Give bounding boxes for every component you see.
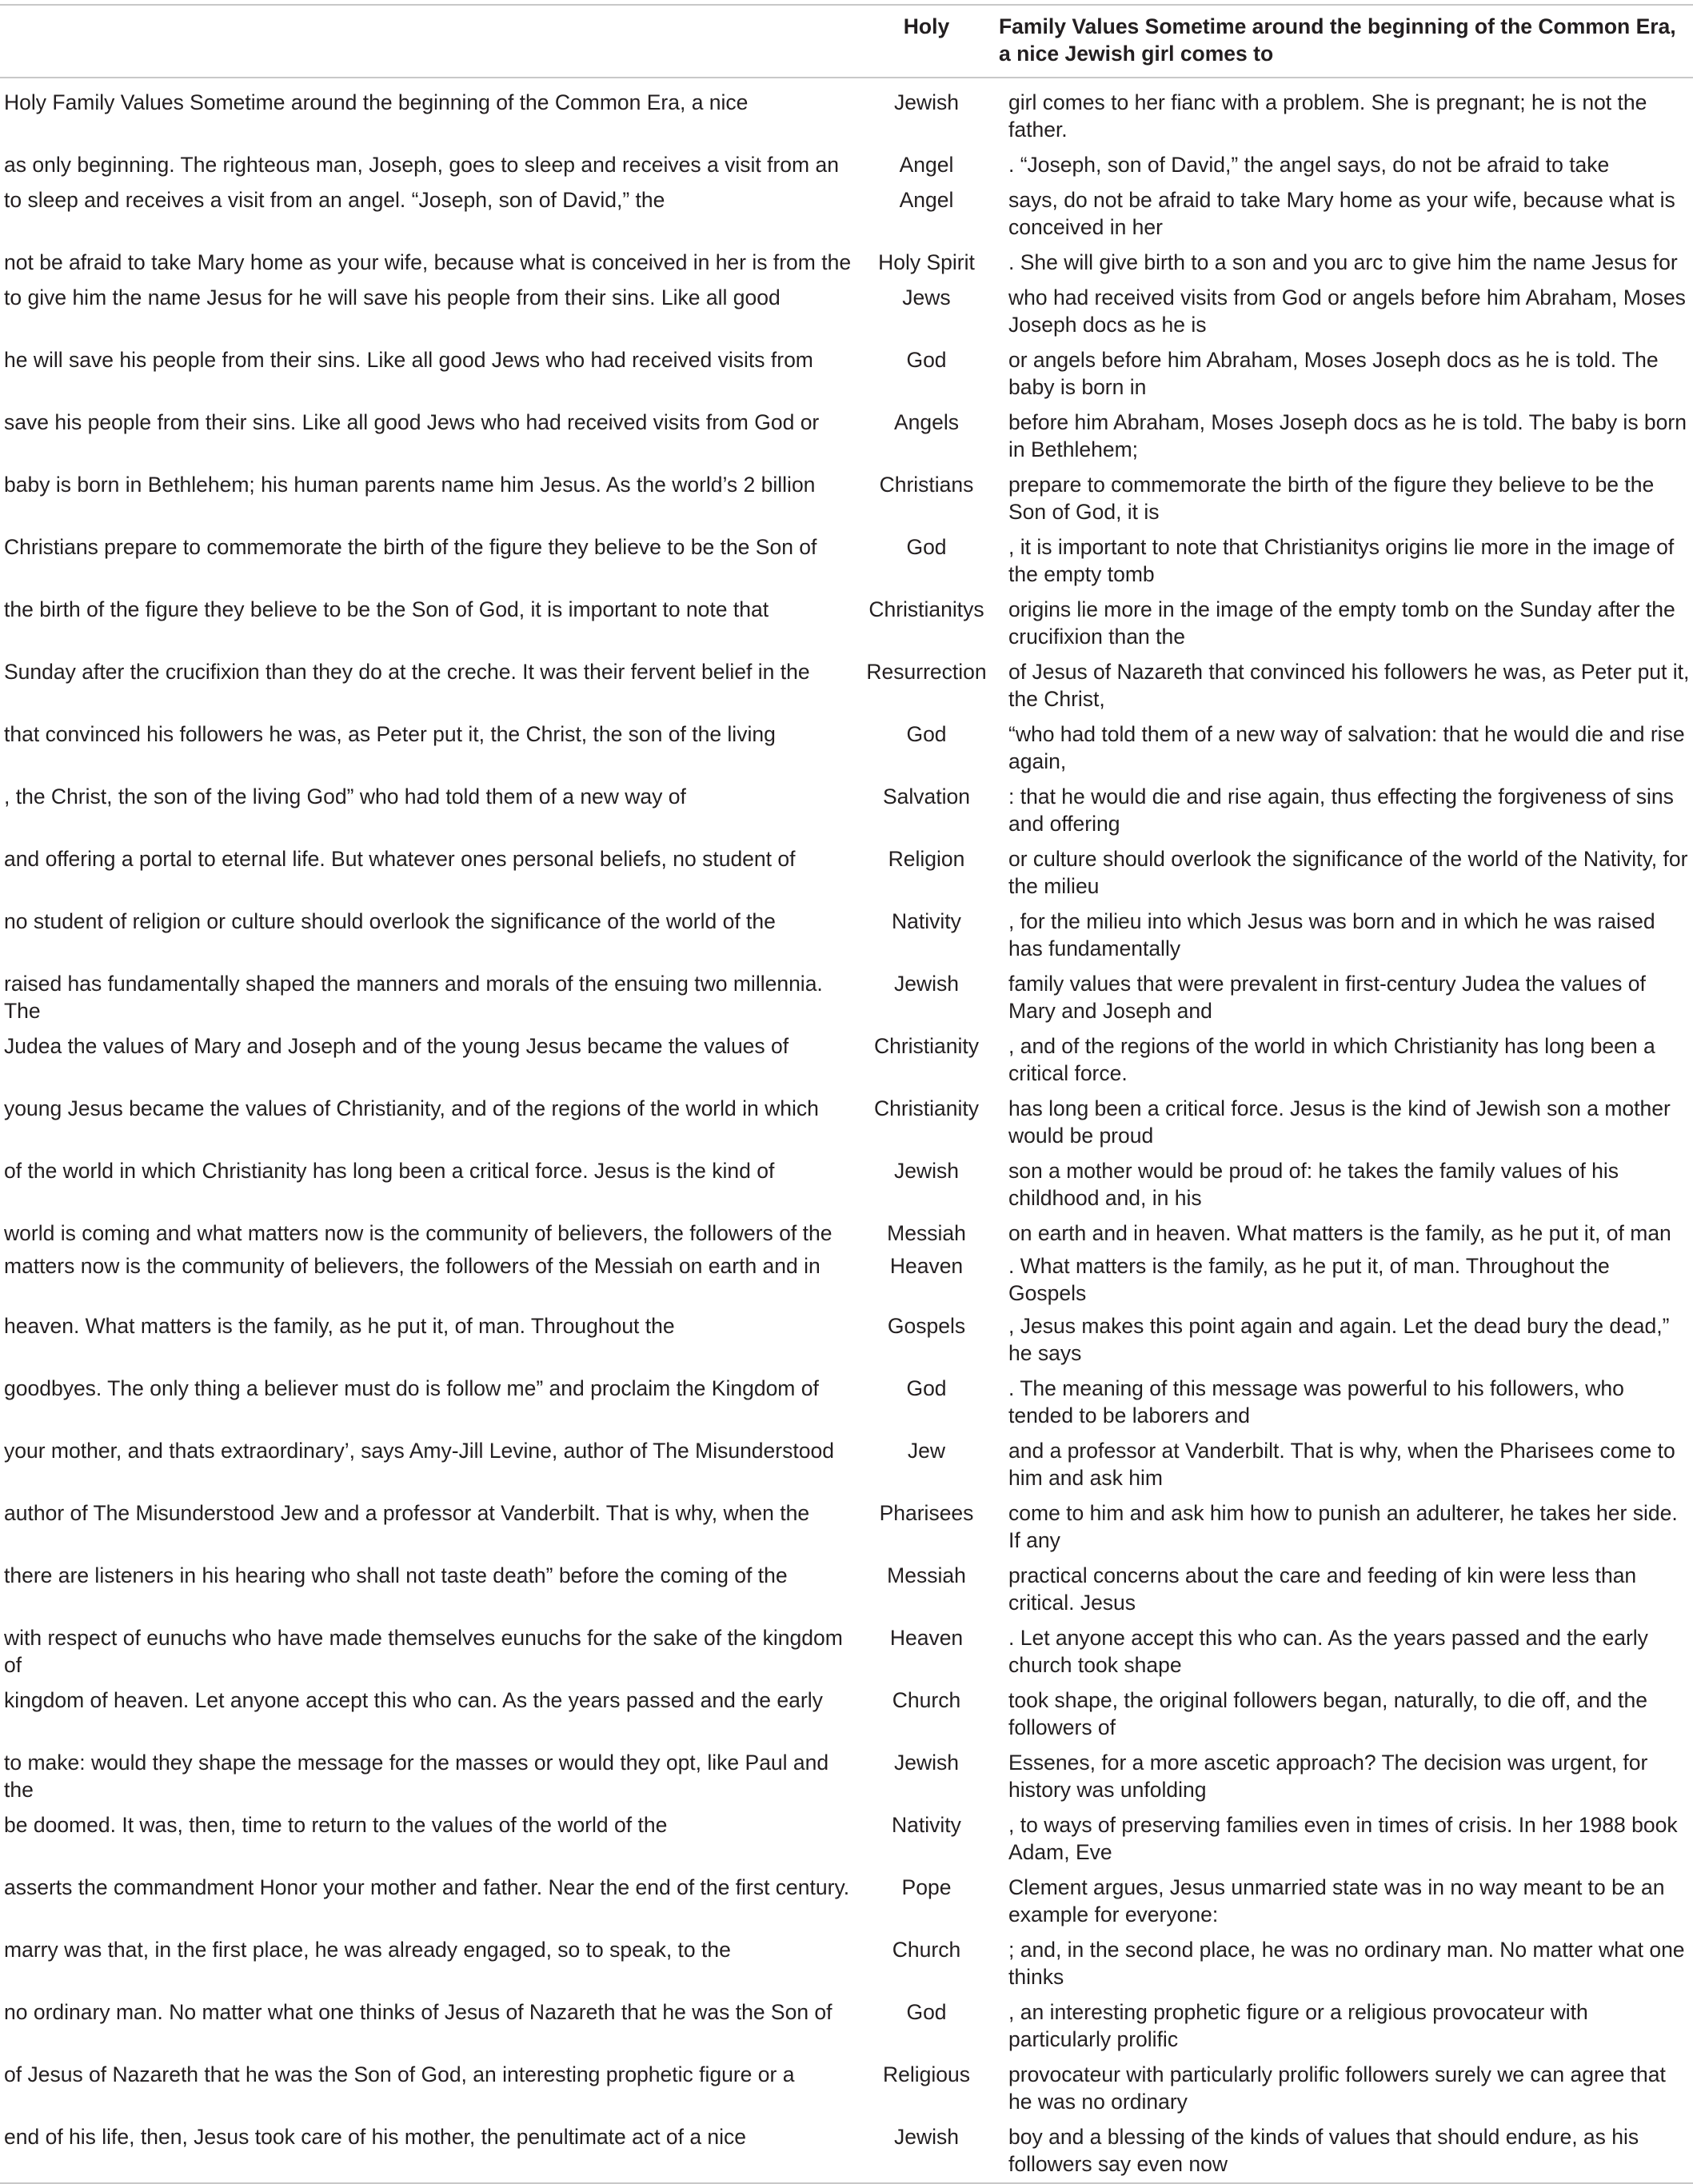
right-context-cell: or angels before him Abraham, Moses Joseph docs as he is told. The baby is born in — [1008, 348, 1659, 399]
keyword-cell: Heaven — [889, 1254, 964, 1278]
left-context-cell: to sleep and receives a visit from an angel. “Joseph, son of David,” the — [4, 188, 665, 212]
left-context-cell: matters now is the community of believers, the followers of the Messiah on earth and in — [4, 1254, 821, 1278]
keyword-cell: Resurrection — [866, 660, 987, 684]
right-context-cell: origins lie more in the image of the empty tomb on the Sunday after the crucifixion than the — [1008, 597, 1675, 649]
keyword-cell: Christianity — [873, 1034, 980, 1058]
right-context-cell: has long been a critical force. Jesus is the kind of Jewish son a mother would be proud — [1008, 1096, 1671, 1148]
right-context-cell: says, do not be afraid to take Mary home as your wife, because what is conceived in her — [1008, 188, 1675, 239]
left-context-cell: Sunday after the crucifixion than they do at the creche. It was their fervent belief in the — [4, 660, 810, 684]
keyword-cell: Messiah — [887, 1563, 966, 1587]
table-row — [0, 658, 1693, 721]
left-context-cell: young Jesus became the values of Christianity, and of the regions of the world in which — [4, 1096, 819, 1120]
table-row — [0, 186, 1693, 249]
right-context-cell: practical concerns about the care and feeding of kin were less than critical. Jesus — [1008, 1563, 1637, 1615]
table-row — [0, 783, 1693, 845]
left-context-cell: the birth of the figure they believe to be the Son of God, it is important to note that — [4, 597, 769, 621]
left-context-cell: not be afraid to take Mary home as your wife, because what is conceived in her is from the — [4, 250, 852, 274]
header-left-context — [0, 5, 857, 78]
left-context-cell: author of The Misunderstood Jew and a professor at Vanderbilt. That is why, when the — [4, 1501, 810, 1525]
left-context-cell: heaven. What matters is the family, as he put it, of man. Throughout the — [4, 1314, 675, 1338]
right-context-cell: “who had told them of a new way of salvation: that he would die and rise again, — [1008, 722, 1685, 773]
keyword-cell: Holy Spirit — [878, 250, 975, 274]
table-row — [0, 346, 1693, 409]
keyword-cell: Church — [892, 1938, 961, 1962]
left-context-cell: kingdom of heaven. Let anyone accept this who can. As the years passed and the early — [4, 1688, 823, 1712]
right-context-cell: son a mother would be proud of: he takes the family values of his childhood and, in his — [1008, 1159, 1619, 1210]
right-context-cell: girl comes to her fianc with a problem. She is pregnant; he is not the father. — [1008, 90, 1647, 142]
table-row — [0, 2123, 1693, 2183]
left-context-cell: world is coming and what matters now is the community of believers, the followers of the — [4, 1221, 833, 1245]
keyword-cell: God — [906, 535, 947, 559]
header-row — [0, 5, 1693, 78]
left-context-cell: your mother, and thats extraordinary’, says Amy-Jill Levine, author of The Misunderstood — [4, 1439, 834, 1463]
keyword-cell: Jewish — [893, 1751, 959, 1775]
keyword-cell: Messiah — [887, 1221, 966, 1245]
table-row — [0, 1998, 1693, 2061]
table-row — [0, 471, 1693, 533]
right-context-cell: boy and a blessing of the kinds of values that should endure, as his followers say even now — [996, 2123, 1693, 2183]
right-context-cell: on earth and in heaven. What matters is the family, as he put it, of man — [1008, 1221, 1671, 1245]
left-context-cell: asserts the commandment Honor your mother and father. Near the end of the first century. — [4, 1875, 850, 1899]
keyword-cell: God — [906, 1376, 947, 1400]
table-row — [0, 1624, 1693, 1687]
left-context-cell: to give him the name Jesus for he will save his people from their sins. Like all good — [4, 285, 781, 309]
right-context-cell: prepare to commemorate the birth of the figure they believe to be the Son of God, it is — [1008, 473, 1655, 524]
left-context-cell: he will save his people from their sins. Like all good Jews who had received visits from — [4, 348, 813, 372]
table-row — [0, 1312, 1693, 1375]
left-context-cell: goodbyes. The only thing a believer must do is follow me” and proclaim the Kingdom of — [4, 1376, 819, 1400]
table-row — [0, 284, 1693, 346]
right-context-cell: or culture should overlook the significance of the world of the Nativity, for the milieu — [1008, 847, 1688, 898]
table-row — [0, 1437, 1693, 1499]
table-row — [0, 151, 1693, 186]
keyword-cell: Pharisees — [879, 1501, 974, 1525]
keyword-cell: Jewish — [893, 1159, 959, 1183]
keyword-cell: Salvation — [882, 785, 970, 809]
left-context-cell: raised has fundamentally shaped the manners and morals of the ensuing two millennia. The — [4, 972, 823, 1023]
keyword-cell: Angel — [899, 188, 954, 212]
left-context-cell: as only beginning. The righteous man, Joseph, goes to sleep and receives a visit from an — [4, 153, 839, 177]
keyword-cell: God — [906, 722, 947, 746]
keyword-cell: Jew — [907, 1439, 946, 1463]
left-context-cell: to make: would they shape the message for the masses or would they opt, like Paul and the — [4, 1751, 829, 1802]
left-context-cell: of the world in which Christianity has long been a critical force. Jesus is the kind of — [4, 1159, 775, 1183]
left-context-cell: with respect of eunuchs who have made themselves eunuchs for the sake of the kingdom of — [4, 1626, 843, 1677]
left-context-cell: save his people from their sins. Like all good Jews who had received visits from God or — [4, 410, 820, 434]
right-context-cell: and a professor at Vanderbilt. That is why, when the Pharisees come to him and ask him — [1008, 1439, 1675, 1490]
table-row — [0, 1220, 1693, 1252]
right-context-cell: who had received visits from God or angels before him Abraham, Moses Joseph docs as he is — [1008, 285, 1686, 337]
table-row — [0, 2061, 1693, 2123]
right-context-cell: come to him and ask him how to punish an adulterer, he takes her side. If any — [1008, 1501, 1678, 1552]
right-context-cell: , it is important to note that Christianitys origins lie more in the image of the empty tomb — [1008, 535, 1675, 586]
table-row — [0, 1749, 1693, 1811]
table-row — [0, 78, 1693, 151]
table-header — [0, 5, 1693, 78]
right-context-cell: family values that were prevalent in first-century Judea the values of Mary and Joseph and — [1008, 972, 1646, 1023]
right-context-cell: of Jesus of Nazareth that convinced his followers he was, as Peter put it, the Christ, — [1008, 660, 1690, 711]
keyword-cell: Jewish — [893, 90, 959, 114]
keyword-cell: Christianitys — [868, 597, 984, 621]
keyword-cell: Jewish — [857, 2123, 996, 2183]
table-row — [0, 1936, 1693, 1998]
left-context-cell: baby is born in Bethlehem; his human parents name him Jesus. As the world’s 2 billion — [4, 473, 816, 497]
table-row — [0, 533, 1693, 596]
left-context-cell: , the Christ, the son of the living God” who had told them of a new way of — [4, 785, 686, 809]
table-row — [0, 970, 1693, 1032]
keyword-cell: Religion — [888, 847, 965, 871]
keyword-cell: God — [906, 2000, 947, 2024]
keyword-cell: Religious — [882, 2062, 970, 2086]
table-row — [0, 596, 1693, 658]
left-context-cell: no student of religion or culture should overlook the significance of the world of the — [4, 909, 776, 933]
right-context-cell: . Let anyone accept this who can. As the years passed and the early church took shape — [1008, 1626, 1648, 1677]
table-row — [0, 1499, 1693, 1562]
right-context-cell: , and of the regions of the world in which Christianity has long been a critical force. — [1008, 1034, 1655, 1085]
left-context-cell: Judea the values of Mary and Joseph and of the young Jesus became the values of — [4, 1034, 789, 1058]
table-row — [0, 1157, 1693, 1220]
table-row — [0, 721, 1693, 783]
keyword-cell: Angels — [893, 410, 960, 434]
left-context-cell: of Jesus of Nazareth that he was the Son of God, an interesting prophetic figure or a — [4, 2062, 795, 2086]
table-row — [0, 249, 1693, 284]
right-context-cell: , to ways of preserving families even in times of crisis. In her 1988 book Adam, Eve — [1008, 1813, 1678, 1864]
right-context-cell: . The meaning of this message was powerful to his followers, who tended to be laborers and — [1008, 1376, 1624, 1427]
header-keyword: Holy — [857, 5, 996, 78]
left-context-cell: be doomed. It was, then, time to return to the values of the world of the — [4, 1813, 668, 1837]
table-row — [0, 908, 1693, 970]
table-body — [0, 78, 1693, 2183]
left-context-cell: there are listeners in his hearing who shall not taste death” before the coming of the — [4, 1563, 788, 1587]
right-context-cell: provocateur with particularly prolific followers surely we can agree that he was no ordinary — [1008, 2062, 1666, 2114]
table-row — [0, 1095, 1693, 1157]
right-context-cell: Essenes, for a more ascetic approach? The decision was urgent, for history was unfolding — [1008, 1751, 1648, 1802]
header-right-context: Family Values Sometime around the beginning of the Common Era, a nice Jewish girl comes to — [996, 5, 1693, 78]
table-row — [0, 1687, 1693, 1749]
left-context-cell: end of his life, then, Jesus took care of his mother, the penultimate act of a nice — [0, 2123, 857, 2183]
keyword-cell: God — [906, 348, 947, 372]
right-context-cell: before him Abraham, Moses Joseph docs as he is told. The baby is born in Bethlehem; — [1008, 410, 1687, 461]
left-context-cell: Christians prepare to commemorate the birth of the figure they believe to be the Son of — [4, 535, 817, 559]
table-row — [0, 1811, 1693, 1874]
table-row — [0, 1252, 1693, 1312]
left-context-cell: that convinced his followers he was, as Peter put it, the Christ, the son of the living — [4, 722, 776, 746]
keyword-cell: Jewish — [893, 972, 959, 996]
right-context-cell: , an interesting prophetic figure or a religious provocateur with particularly prolific — [1008, 2000, 1588, 2051]
keyword-cell: Church — [892, 1688, 961, 1712]
keyword-cell: Christianity — [873, 1096, 980, 1120]
keyword-cell: Pope — [901, 1875, 952, 1899]
left-context-cell: marry was that, in the first place, he was already engaged, so to speak, to the — [4, 1938, 731, 1962]
right-context-cell: . What matters is the family, as he put it, of man. Throughout the Gospels — [1008, 1254, 1610, 1305]
right-context-cell: . She will give birth to a son and you arc to give him the name Jesus for — [1008, 250, 1678, 274]
table-row — [0, 1375, 1693, 1437]
keyword-cell: Nativity — [892, 1813, 961, 1837]
right-context-cell: : that he would die and rise again, thus effecting the forgiveness of sins and offering — [1008, 785, 1674, 836]
right-context-cell: took shape, the original followers began, naturally, to die off, and the followers of — [1008, 1688, 1647, 1739]
left-context-cell: and offering a portal to eternal life. But whatever ones personal beliefs, no student of — [4, 847, 796, 871]
left-context-cell: Holy Family Values Sometime around the beginning of the Common Era, a nice — [4, 90, 749, 114]
table-row — [0, 409, 1693, 471]
keyword-cell: Jews — [902, 285, 951, 309]
keyword-cell: Heaven — [889, 1626, 964, 1650]
table-row — [0, 1032, 1693, 1095]
right-context-cell: , Jesus makes this point again and again. Let the dead bury the dead,” he says — [1008, 1314, 1670, 1365]
keyword-cell: Nativity — [892, 909, 961, 933]
table-row — [0, 1562, 1693, 1624]
right-context-cell: , for the milieu into which Jesus was born and in which he was raised has fundamentally — [1008, 909, 1655, 960]
right-context-cell: Clement argues, Jesus unmarried state was in no way meant to be an example for everyone: — [1008, 1875, 1665, 1926]
table-row — [0, 845, 1693, 908]
right-context-cell: ; and, in the second place, he was no ordinary man. No matter what one thinks — [1008, 1938, 1685, 1989]
keyword-cell: Christians — [879, 473, 974, 497]
keyword-cell: Angel — [899, 153, 954, 177]
left-context-cell: no ordinary man. No matter what one thinks of Jesus of Nazareth that he was the Son of — [4, 2000, 833, 2024]
right-context-cell: . “Joseph, son of David,” the angel says, do not be afraid to take — [1008, 153, 1610, 177]
keyword-cell: Gospels — [887, 1314, 966, 1338]
table-row — [0, 1874, 1693, 1936]
concordance-table — [0, 4, 1693, 2184]
